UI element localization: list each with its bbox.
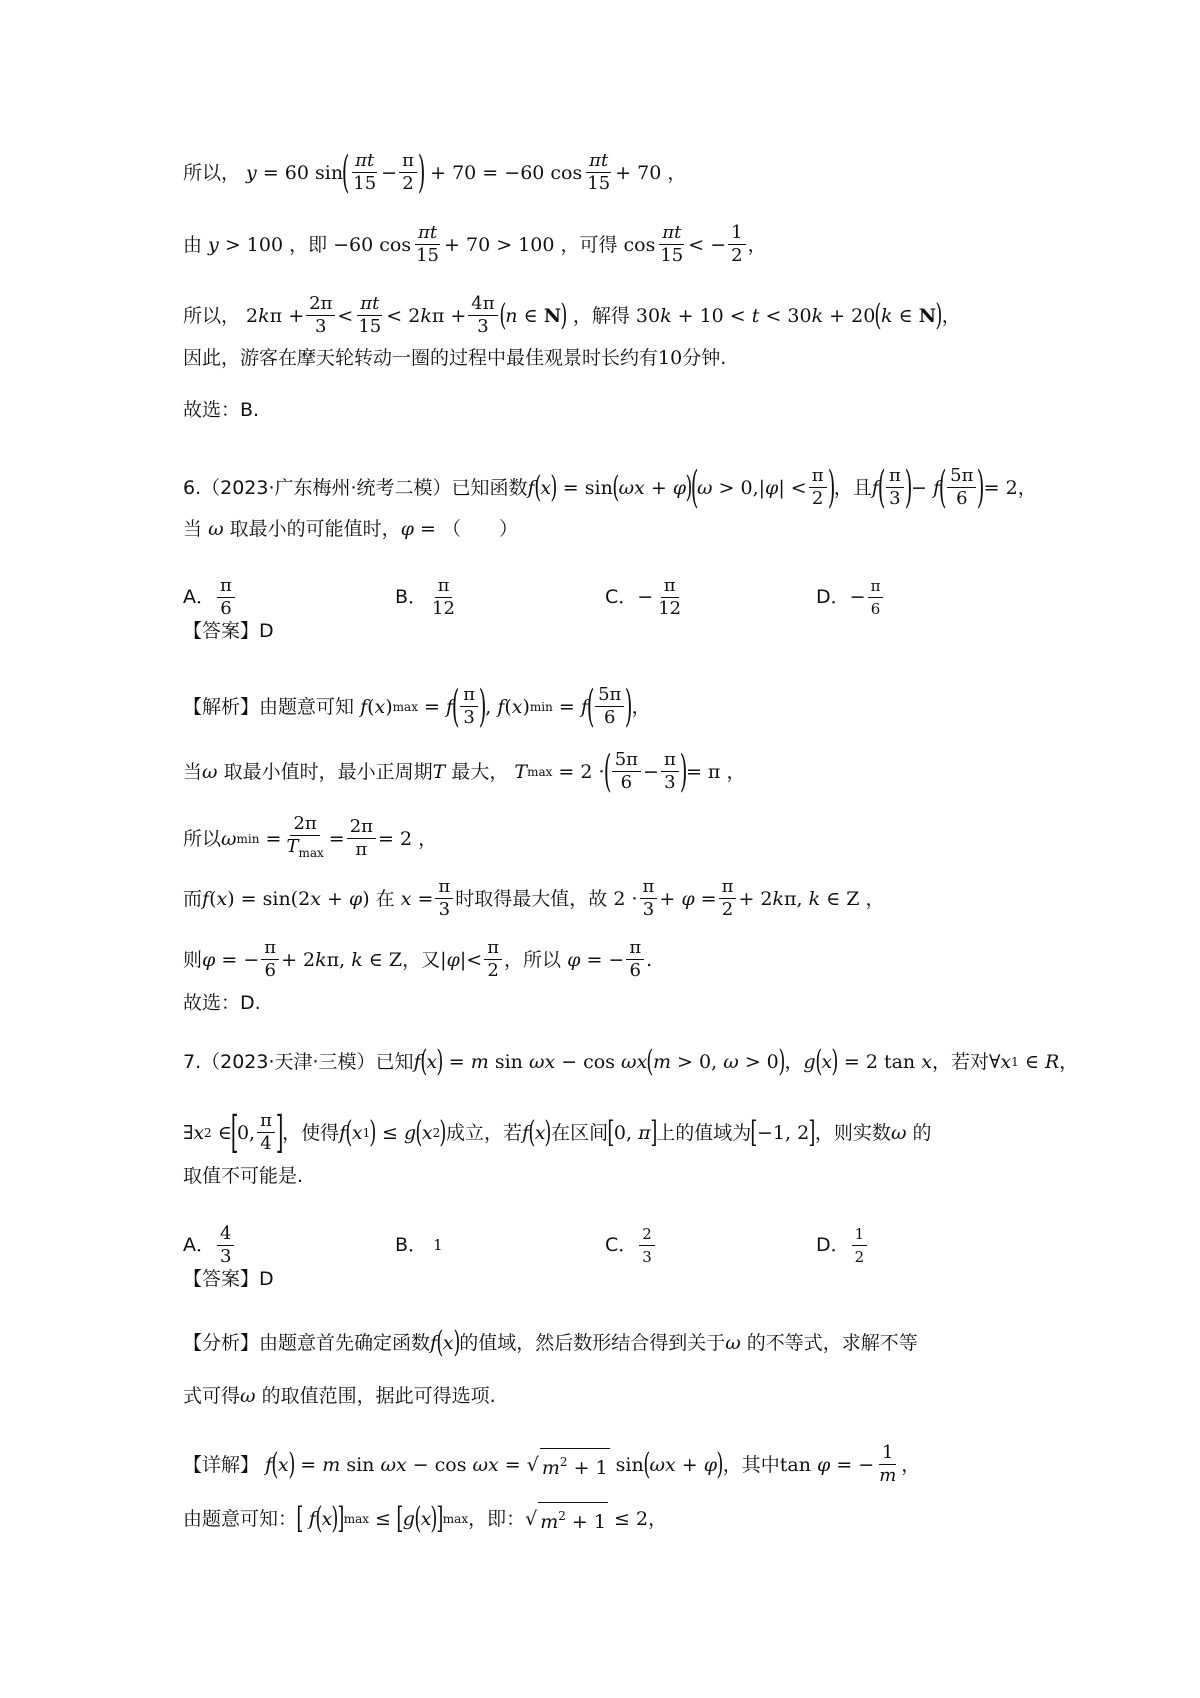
text: 成立，若 — [445, 1121, 522, 1144]
q6-stem-2: 当 ω 取最小的可能值时， φ = （ ） — [183, 518, 518, 540]
q6-analysis-3: 所以 ω min = $\frac{2\pi}{T_{max}}$ = $\frac{2\pi}{\pi}$ = 2 ， — [183, 813, 438, 860]
text: 当 — [183, 760, 203, 783]
text: 则 — [183, 948, 203, 971]
text: 在 — [375, 887, 395, 910]
option-b[interactable]: B． $\frac{\pi}{12}$ — [395, 574, 455, 619]
option-b[interactable]: B． 1 — [395, 1234, 443, 1256]
text: 因此，游客在摩天轮转动一圈的过程中最佳观景时长约有 — [183, 347, 659, 369]
q6-analysis-1: 【解析】由题意可知 f ( x ) max = f ( $\frac{\pi}{3}$ ) , f ( x ) min = f ( $\frac{5\pi}{6}$ ) ， — [183, 680, 651, 732]
text: 故选：D. — [183, 992, 261, 1014]
text: 所以 — [183, 827, 222, 850]
select-b — [183, 397, 1050, 423]
text: ，若对 — [931, 1051, 989, 1073]
answer: 【答案】D — [183, 1268, 274, 1290]
option-a[interactable]: A． $\frac{4}{3}$ — [183, 1223, 236, 1268]
solution-line-4 — [183, 345, 1050, 371]
question-label: 7.（2023·天津·三模）已知 — [183, 1051, 414, 1073]
q6-options — [183, 572, 1050, 622]
text: 的 — [912, 1121, 932, 1144]
answer-blank: （ ） — [441, 518, 518, 540]
q7-stem-3 — [183, 1163, 1050, 1189]
text: 的取值范围，据此可得选项. — [261, 1385, 496, 1407]
text: ，则实数 — [814, 1121, 891, 1144]
question-label: 6.（2023·广东梅州·统考二模）已知函数 — [183, 476, 528, 499]
text: ，又 — [402, 948, 441, 971]
option-d[interactable]: D． − $\frac{\pi}{6}$ — [816, 575, 885, 620]
option-c[interactable]: C． $\frac{2}{3}$ — [605, 1223, 657, 1268]
text: 而 — [183, 887, 203, 910]
text: ，且 — [833, 476, 872, 499]
solution-line-1: 所以， y = 60 sin ( $\frac{\pi t}{15}$ − $\frac{\pi}{2}$ ) + 70 = −60 cos $\frac{\pi t}{15}$ + 70 ， — [183, 146, 687, 198]
option-d[interactable]: D． $\frac{1}{2}$ — [816, 1223, 869, 1268]
text: ，其中 — [722, 1453, 780, 1476]
text: 在区间 — [551, 1121, 609, 1144]
text: ，即： — [468, 1507, 526, 1530]
text: 取最小值时，最小正周期 — [223, 760, 433, 783]
text: 所以， — [183, 161, 241, 184]
text: 式可得 — [183, 1385, 241, 1407]
solution-line-3: 所以， 2 k π + $\frac{2\pi}{3}$ < $\frac{\pi t}{15}$ < 2 k π + $\frac{4\pi}{3}$ ( n ∈ N ) ，解得 30 k + 10 < t < 30 k + 20 ( k ∈ N ) ， — [183, 293, 961, 337]
number: 10 — [658, 347, 683, 369]
text: 上的值域为 — [656, 1121, 752, 1144]
text: 故选：B. — [183, 399, 260, 421]
q7-options — [183, 1220, 1050, 1270]
text: 取值不可能是. — [183, 1165, 304, 1187]
text: ，所以 — [504, 948, 562, 971]
text: 【解析】由题意可知 — [183, 695, 355, 718]
q6-select — [183, 990, 1050, 1016]
q6-stem: 6.（2023·广东梅州·统考二模）已知函数 f ( x ) = sin ( ωx + φ ) ( ω > 0,| φ | < $\frac{\pi}{2}$ ) ，且 f ( $\frac{\pi}{3}$ ) − f ( $\frac{5\pi}{6}$ ) = 2 ， — [183, 461, 1037, 513]
text: 的不等式，求解不等 — [746, 1332, 918, 1354]
q7-detail-2: 由题意可知： [ f ( x ) ] max ≤ [ g ( x ) ] max ，即： √ $m^2 + 1$ ≤ 2 ， — [183, 1500, 668, 1536]
q7-stem-1: 7.（2023·天津·三模）已知 f ( x ) = m sin ωx − cos ωx ( m > 0, ω > 0 ) ， g ( x ) = 2 tan x ，若对 ∀ x 1 ∈ R ， — [183, 1044, 1079, 1079]
text: 取最小的可能值时， — [229, 518, 401, 540]
q6-analysis-4: 而 f ( x ) = sin(2 x + φ ) 在 x = $\frac{\pi}{3}$ 时取得最大值，故 2 · $\frac{\pi}{3}$ + φ = $\frac{\pi}{2}$ + 2 k π, k ∈ Z ， — [183, 876, 885, 920]
text: 最大， — [451, 760, 509, 783]
option-a[interactable]: A． $\frac{\pi}{6}$ — [183, 575, 237, 620]
text: 由题意可知： — [183, 1507, 298, 1530]
option-c[interactable]: C． − $\frac{\pi}{12}$ — [605, 574, 682, 619]
q7-fenxi-1: 【分析】由题意首先确定函数 f ( x ) 的值域，然后数形结合得到关于 ω 的不等式，求解不等 — [183, 1325, 918, 1360]
q7-answer — [183, 1266, 1050, 1292]
text: 【详解】 — [183, 1453, 260, 1476]
q7-detail-1: 【详解】 f ( x ) = m sin ωx − cos ωx = √ $m^2 + 1$ sin ( ωx + φ ) ，其中 tan φ = − $\frac{1}{m}$ ， — [183, 1442, 921, 1486]
answer: 【答案】D — [183, 620, 274, 642]
q6-analysis-2: 当 ω 取最小值时，最小正周期 T 最大， T max = 2 · ( $\frac{5\pi}{6}$ − $\frac{\pi}{3}$ ) = π ， — [183, 745, 746, 797]
text: 分钟. — [682, 347, 727, 369]
q7-stem-2: ∃ x 2 ∈ [ 0, $\frac{\pi}{4}$ ] ，使得 f ( x 1 ) ≤ g ( x 2 ) 成立，若 f ( x ) 在区间 [ 0, π ] 上的值域为 [ −1, 2 ] ，则实数 ω 的 — [183, 1106, 932, 1158]
text: 当 — [183, 518, 203, 540]
q7-fenxi-2: 式可得 ω 的取值范围，据此可得选项. — [183, 1385, 496, 1407]
text: ，使得 — [282, 1121, 340, 1144]
solution-line-2: 由 y > 100 ，即 −60 cos $\frac{\pi t}{15}$ + 70 > 100 ，可得 cos $\frac{\pi t}{15}$ < − $\frac{1}{2}$ ， — [183, 222, 767, 266]
text: 时取得最大值，故 — [455, 887, 608, 910]
q6-analysis-5: 则 φ = − $\frac{\pi}{6}$ + 2 k π, k ∈ Z ，又 | φ |< $\frac{\pi}{2}$ ，所以 φ = − $\frac{\pi}{6}$ . — [183, 937, 653, 981]
q6-answer — [183, 618, 1050, 644]
text: 的值域，然后数形结合得到关于 — [459, 1332, 726, 1354]
text: 【分析】由题意首先确定函数 — [183, 1332, 431, 1354]
